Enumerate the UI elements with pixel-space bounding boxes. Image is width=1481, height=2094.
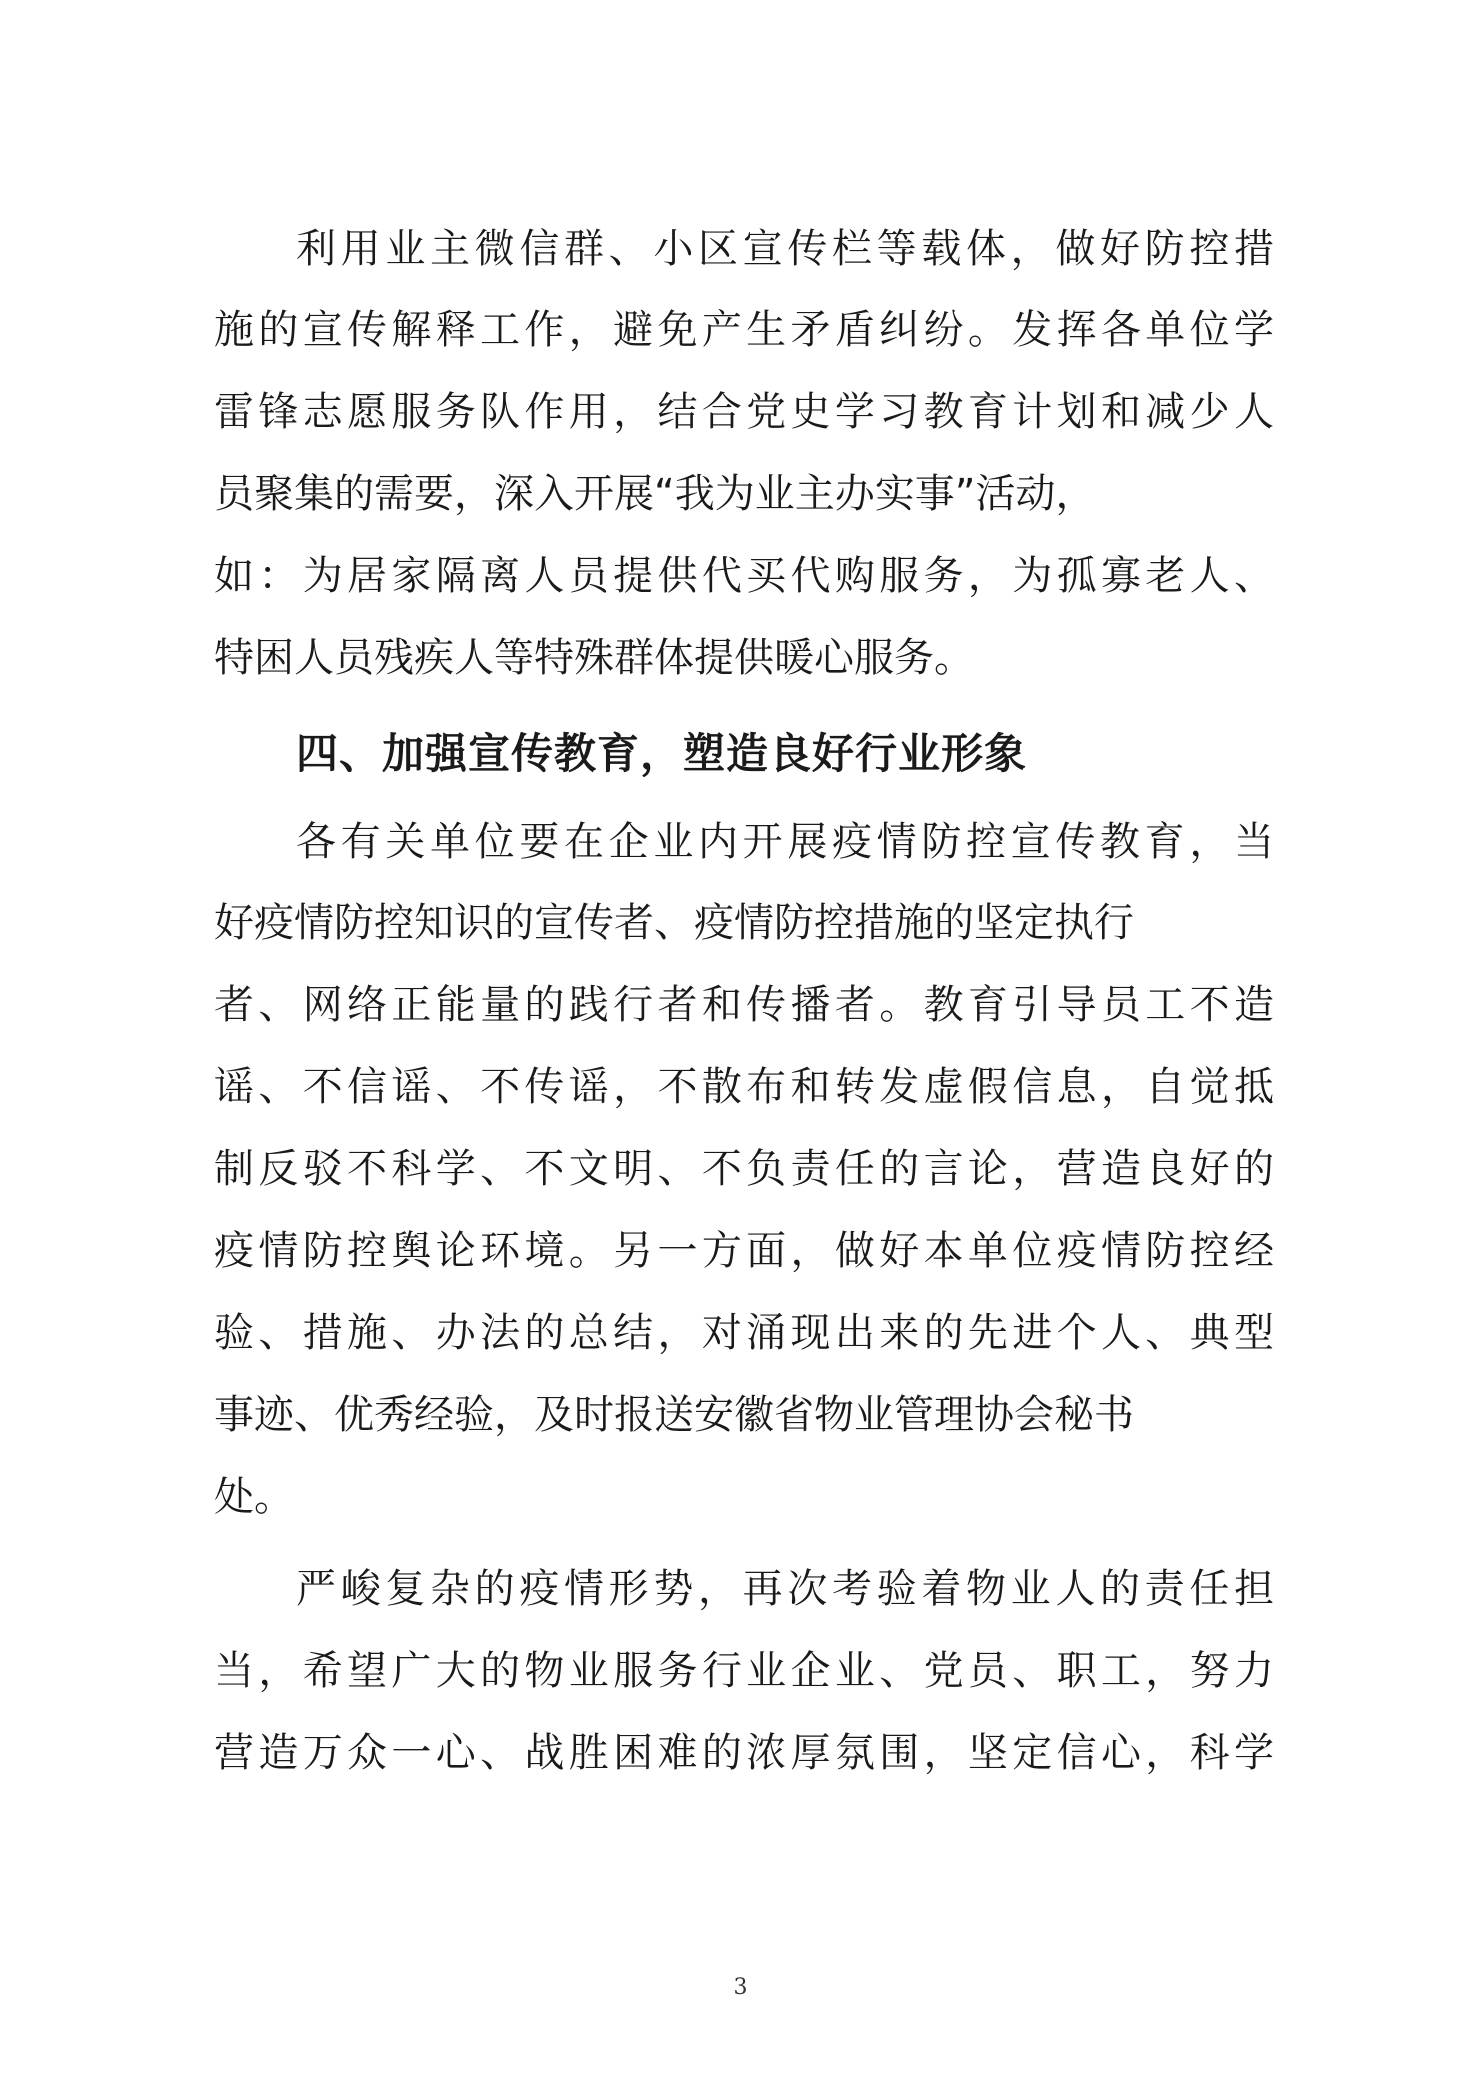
paragraph-2-line-5: 制反驳不科学、不文明、不负责任的言论，营造良好的 [214, 1146, 1274, 1192]
paragraph-3-line-2: 当，希望广大的物业服务行业企业、党员、职工，努力 [214, 1648, 1274, 1694]
paragraph-1-line-4: 员聚集的需要，深入开展“我为业主办实事”活动， [214, 471, 1096, 517]
paragraph-1-line-3: 雷锋志愿服务队作用，结合党史学习教育计划和减少人 [214, 389, 1274, 435]
paragraph-1-line-5: 如：为居家隔离人员提供代买代购服务，为孤寡老人、 [214, 553, 1274, 599]
paragraph-2-line-3: 者、网络正能量的践行者和传播者。教育引导员工不造 [214, 982, 1274, 1028]
paragraph-2-line-2: 好疫情防控知识的宣传者、疫情防控措施的坚定执行 [214, 900, 1134, 946]
paragraph-2-line-9: 处。 [214, 1474, 294, 1520]
paragraph-1-line-6: 特困人员残疾人等特殊群体提供暖心服务。 [214, 635, 974, 681]
paragraph-2-line-1: 各有关单位要在企业内开展疫情防控宣传教育，当 [296, 819, 1274, 865]
paragraph-3-line-3: 营造万众一心、战胜困难的浓厚氛围，坚定信心，科学 [214, 1730, 1274, 1776]
paragraph-1-line-2: 施的宣传解释工作，避免产生矛盾纠纷。发挥各单位学 [214, 307, 1274, 353]
paragraph-3-line-1: 严峻复杂的疫情形势，再次考验着物业人的责任担 [296, 1566, 1274, 1612]
paragraph-1-line-1: 利用业主微信群、小区宣传栏等载体，做好防控措 [296, 226, 1274, 272]
section-heading: 四、加强宣传教育，塑造良好行业形象 [296, 729, 1028, 778]
paragraph-2-line-8: 事迹、优秀经验，及时报送安徽省物业管理协会秘书 [214, 1392, 1134, 1438]
page-number: 3 [733, 1975, 748, 2000]
paragraph-2-line-4: 谣、不信谣、不传谣，不散布和转发虚假信息，自觉抵 [214, 1064, 1274, 1110]
paragraph-2-line-6: 疫情防控舆论环境。另一方面，做好本单位疫情防控经 [214, 1228, 1274, 1274]
paragraph-2-line-7: 验、措施、办法的总结，对涌现出来的先进个人、典型 [214, 1310, 1274, 1356]
